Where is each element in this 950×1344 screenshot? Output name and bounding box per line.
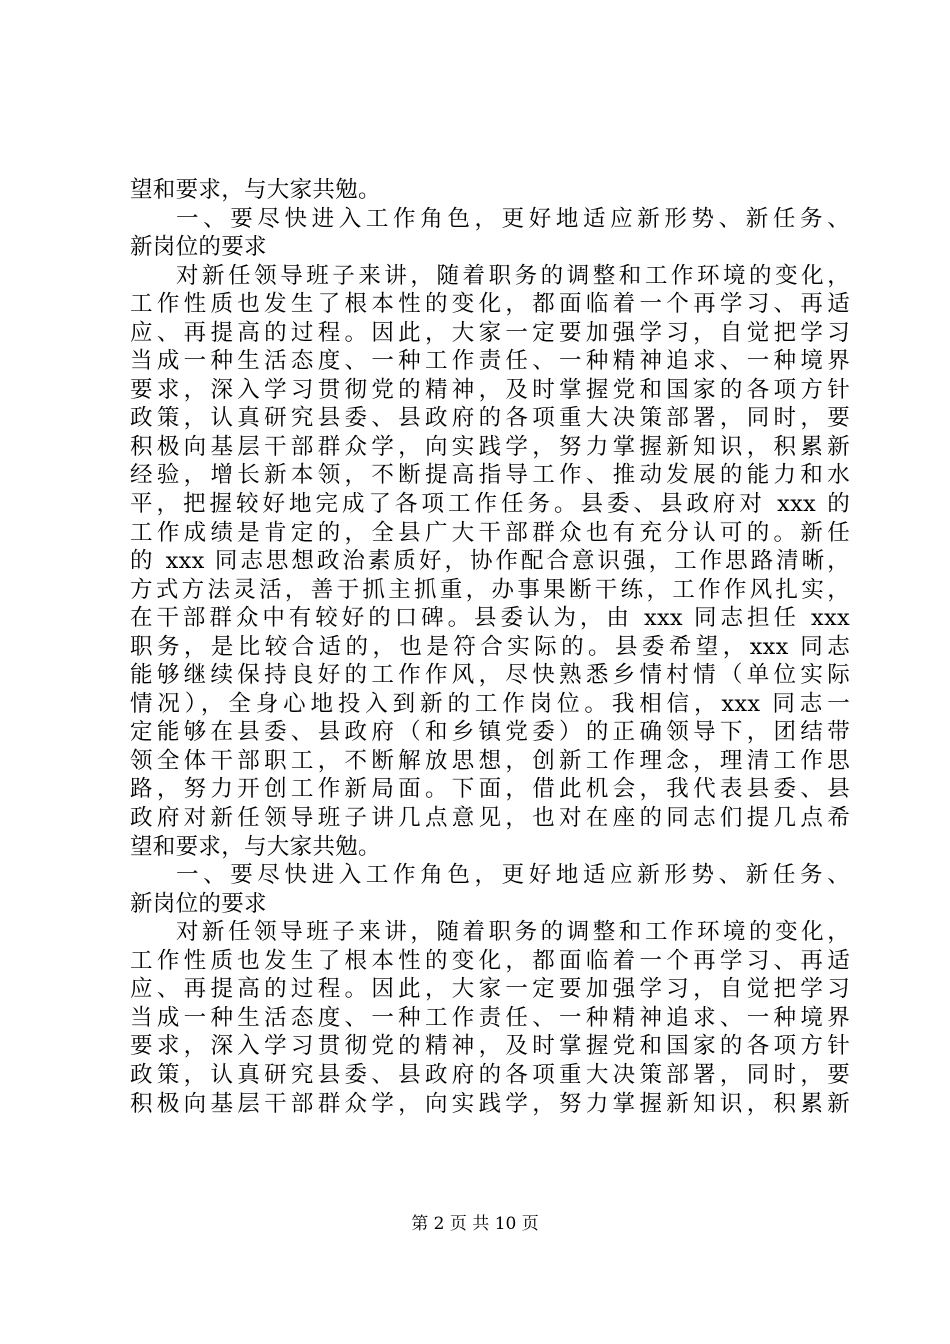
text-line: 新岗位的要求 [130,234,267,261]
text-line: 应、再提高的过程。因此，大家一定要加强学习，自觉把学习 [130,976,850,1003]
text-line: 能够继续保持良好的工作作风，尽快熟悉乡情村情（单位实际 [130,662,850,689]
text-line: 要求，深入学习贯彻党的精神，及时掌握党和国家的各项方针 [130,1033,850,1060]
text-line: 定能够在县委、县政府（和乡镇党委）的正确领导下，团结带 [130,719,850,746]
text-line: 新岗位的要求 [130,890,267,917]
text-line: 经验，增长新本领，不断提高指导工作、推动发展的能力和水 [130,462,850,489]
text-line: 方式方法灵活，善于抓主抓重，办事果断干练，工作作风扎实， [130,576,850,603]
text-line: 要求，深入学习贯彻党的精神，及时掌握党和国家的各项方针 [130,376,850,403]
text-line: 在干部群众中有较好的口碑。县委认为，由 xxx 同志担任 xxx [130,605,850,632]
text-line: 望和要求，与大家共勉。 [130,177,381,203]
text-line: 积极向基层干部群众学，向实践学，努力掌握新知识，积累新 [130,1090,850,1117]
text-line: 工作性质也发生了根本性的变化，都面临着一个再学习、再适 [130,291,850,318]
text-line: 当成一种生活态度、一种工作责任、一种精神追求、一种境界 [130,1004,850,1031]
text-line: 政策，认真研究县委、县政府的各项重大决策部署，同时，要 [130,405,850,432]
text-line: 职务，是比较合适的，也是符合实际的。县委希望，xxx 同志 [130,633,850,660]
document-body [130,176,850,1118]
text-line: 积极向基层干部群众学，向实践学，努力掌握新知识，积累新 [130,433,850,460]
text-line: 的 xxx 同志思想政治素质好，协作配合意识强，工作思路清晰， [130,548,850,575]
text-line: 工作成绩是肯定的，全县广大干部群众也有充分认可的。新任 [130,519,850,546]
text-line: 平，把握较好地完成了各项工作任务。县委、县政府对 xxx 的 [130,491,850,518]
text-line: 对新任领导班子来讲，随着职务的调整和工作环境的变化， [176,919,850,946]
text-line: 政府对新任领导班子讲几点意见，也对在座的同志们提几点希 [130,805,850,832]
text-line: 工作性质也发生了根本性的变化，都面临着一个再学习、再适 [130,947,850,974]
text-line: 政策，认真研究县委、县政府的各项重大决策部署，同时，要 [130,1061,850,1088]
text-line: 情况），全身心地投入到新的工作岗位。我相信，xxx 同志一 [130,690,850,717]
text-line: 应、再提高的过程。因此，大家一定要加强学习，自觉把学习 [130,319,850,346]
text-line: 一、要尽快进入工作角色，更好地适应新形势、新任务、 [176,862,850,889]
text-line: 路，努力开创工作新局面。下面，借此机会，我代表县委、县 [130,776,850,803]
text-line: 望和要求，与大家共勉。 [130,833,381,860]
text-line: 一、要尽快进入工作角色，更好地适应新形势、新任务、 [176,205,850,232]
text-line: 对新任领导班子来讲，随着职务的调整和工作环境的变化， [176,262,850,289]
text-line: 领全体干部职工，不断解放思想，创新工作理念，理清工作思 [130,747,850,774]
text-line: 当成一种生活态度、一种工作责任、一种精神追求、一种境界 [130,348,850,375]
page-footer: 第 2 页 共 10 页 [411,1214,539,1234]
